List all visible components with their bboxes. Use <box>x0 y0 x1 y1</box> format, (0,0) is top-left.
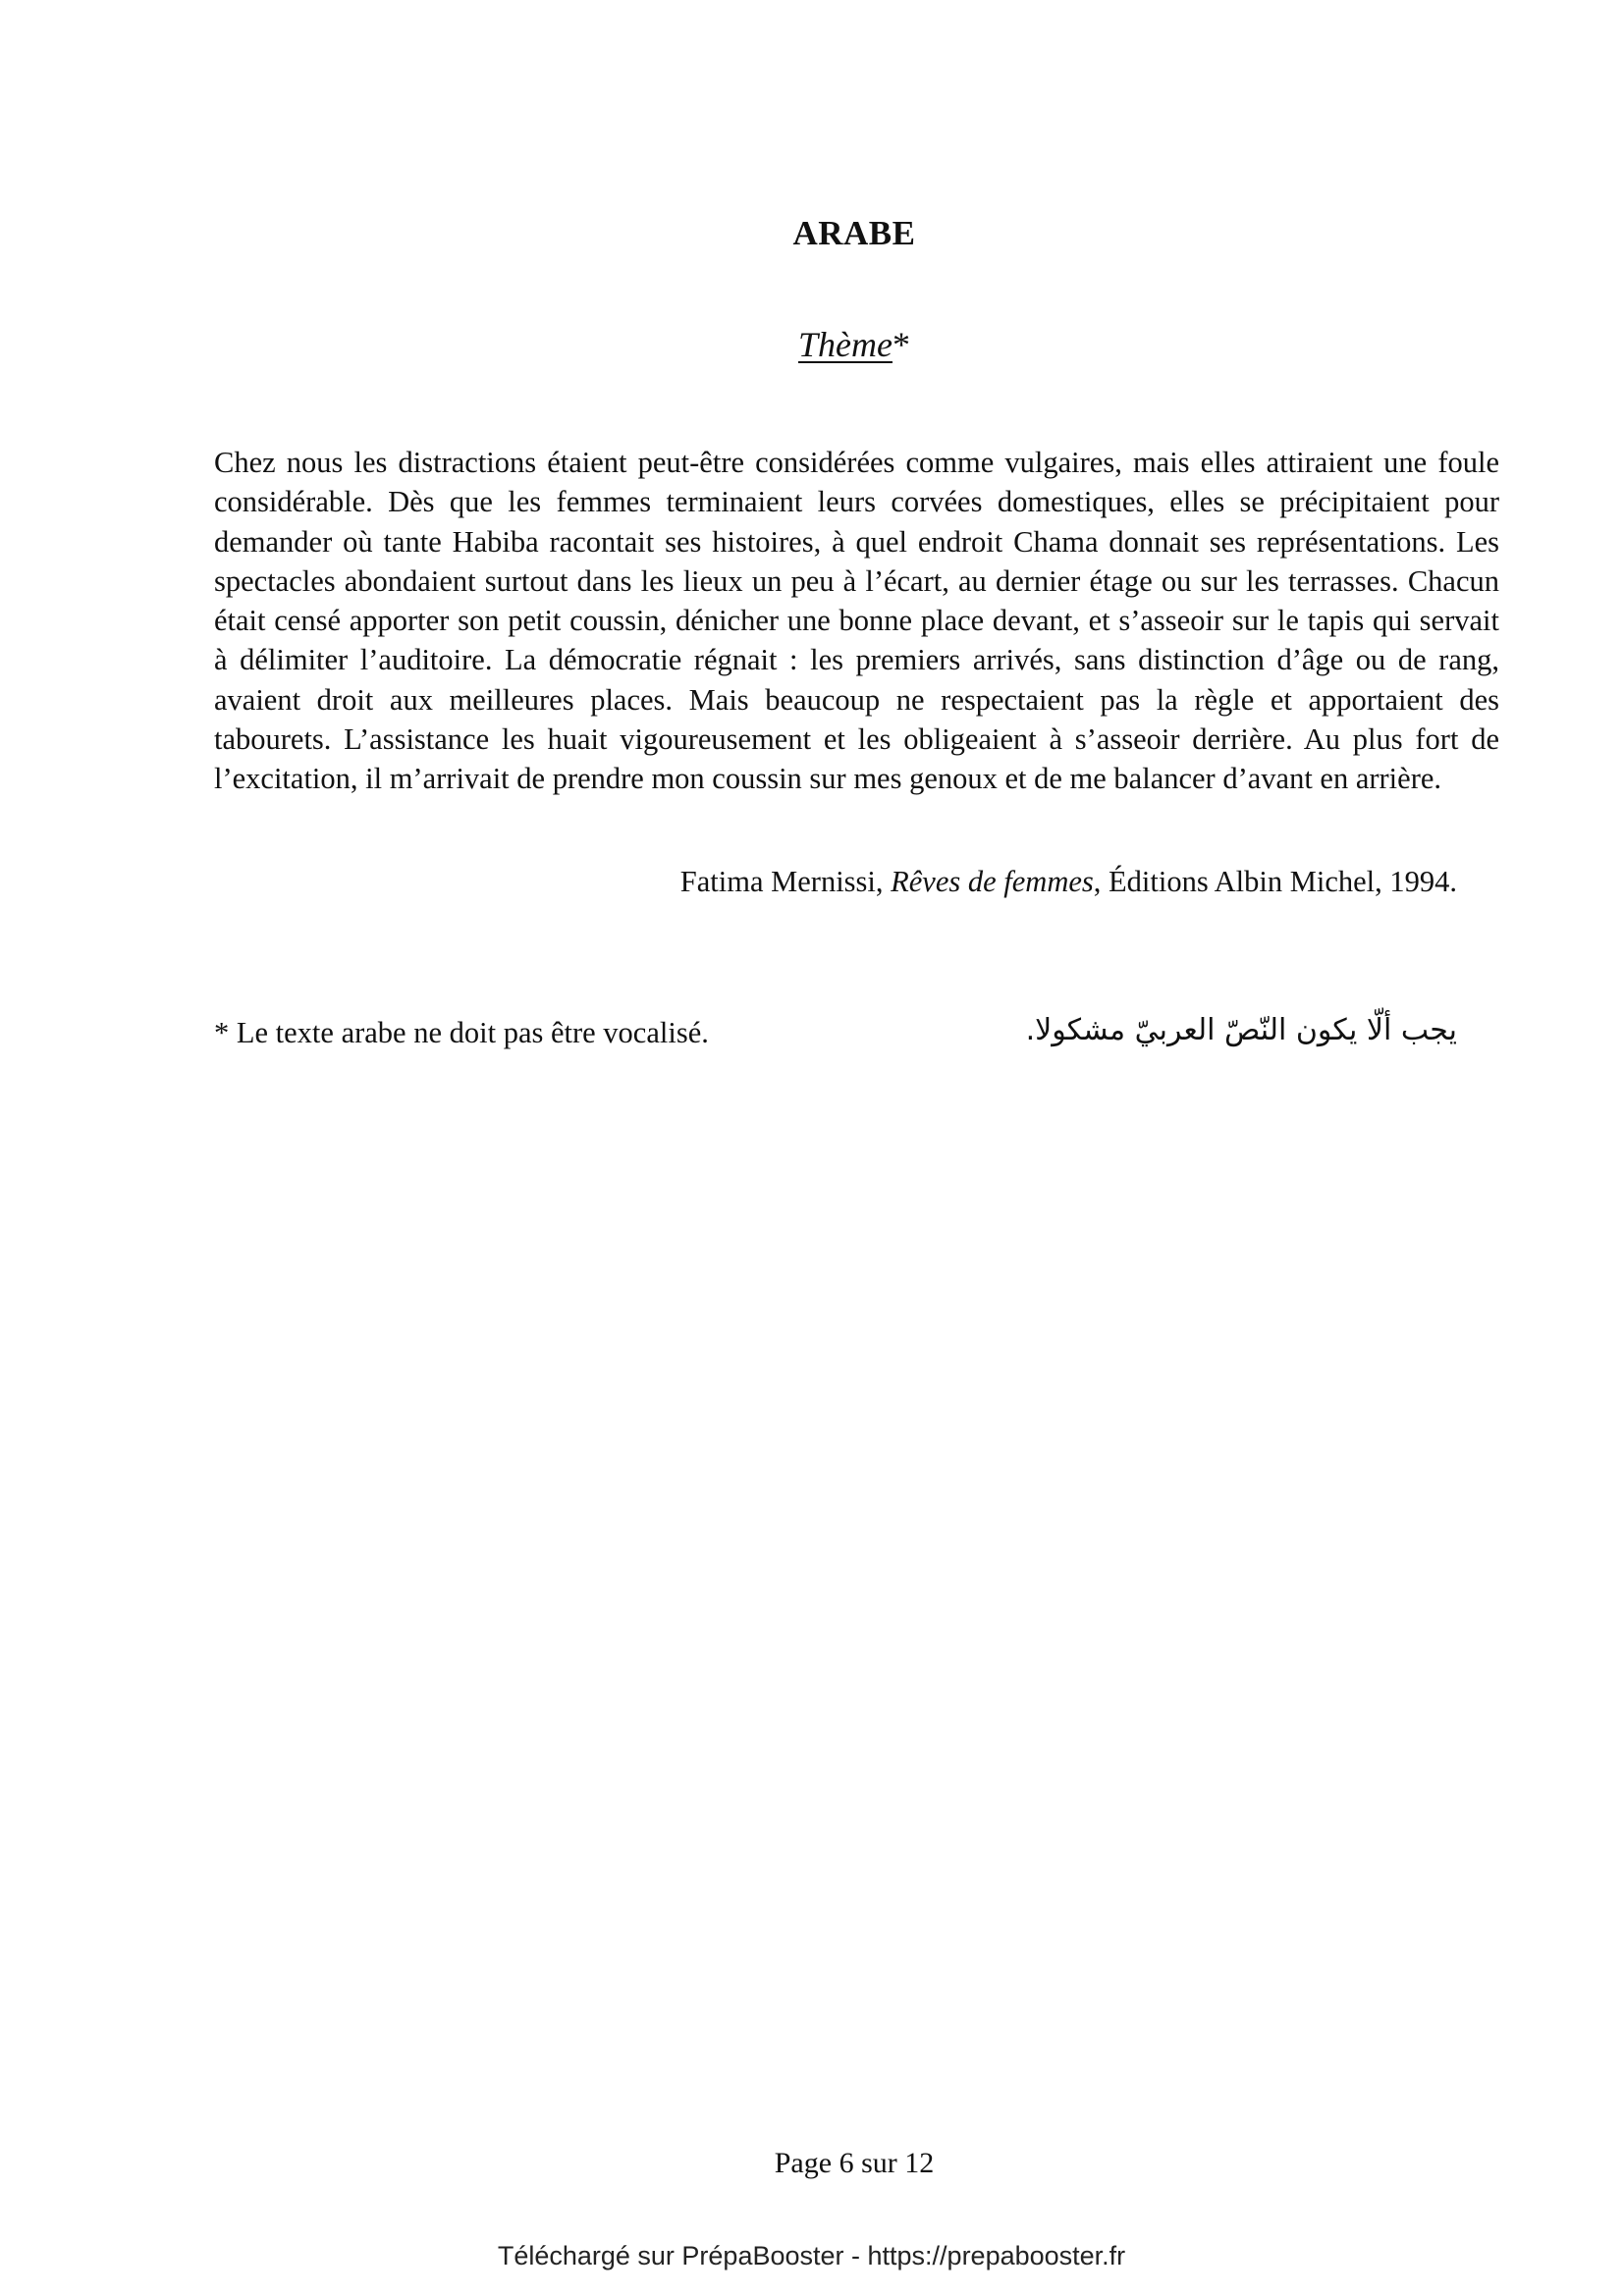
note-arabic: يجب ألّا يكون النّصّ العربيّ مشكولا. <box>1025 1013 1457 1047</box>
theme-passage: Chez nous les distractions étaient peut-être considérées comme vulgaires, mais elles attiraient une foule considérable. Dès que les femmes terminaient leurs corvées domestiques, elles se précipitaient pour demander où tante Habiba racontait ses histoires, à quel endroit Chama donnait ses représentations. Les spectacles abondaient surtout dans les lieux un peu à l’écart, au dernier étage ou sur les terrasses. Chacun était censé apporter son petit coussin, dénicher une bonne place devant, et s’asseoir sur le tapis qui servait à délimiter l’auditoire. La démocratie régnait : les premiers arrivés, sans distinction d’âge ou de rang, avaient droit aux meilleures places. Mais beaucoup ne respectaient pas la règle et apportaient des tabourets. L’assistance les huait vigoureusement et les obligeaient à s’asseoir derrière. Au plus fort de l’excitation, il m’arrivait de prendre mon coussin sur mes genoux et de me balancer d’avant en arrière. <box>214 446 1499 796</box>
subtitle-theme-word: Thème <box>798 325 893 364</box>
subtitle-asterisk: * <box>892 325 910 364</box>
subtitle <box>0 324 1623 365</box>
citation-author: Fatima Mernissi, <box>679 865 892 898</box>
note-french: * Le texte arabe ne doit pas être vocalisé. <box>214 1016 709 1049</box>
citation-book-title: Rêves de femmes <box>891 865 1094 898</box>
page-number: Page 6 sur 12 <box>774 2147 935 2179</box>
citation-publisher: , Éditions Albin Michel, 1994. <box>1093 865 1457 898</box>
page-title: ARABE <box>792 214 916 252</box>
citation <box>0 862 1457 901</box>
download-footer: Téléchargé sur PrépaBooster - https://prepabooster.fr <box>497 2241 1126 2270</box>
